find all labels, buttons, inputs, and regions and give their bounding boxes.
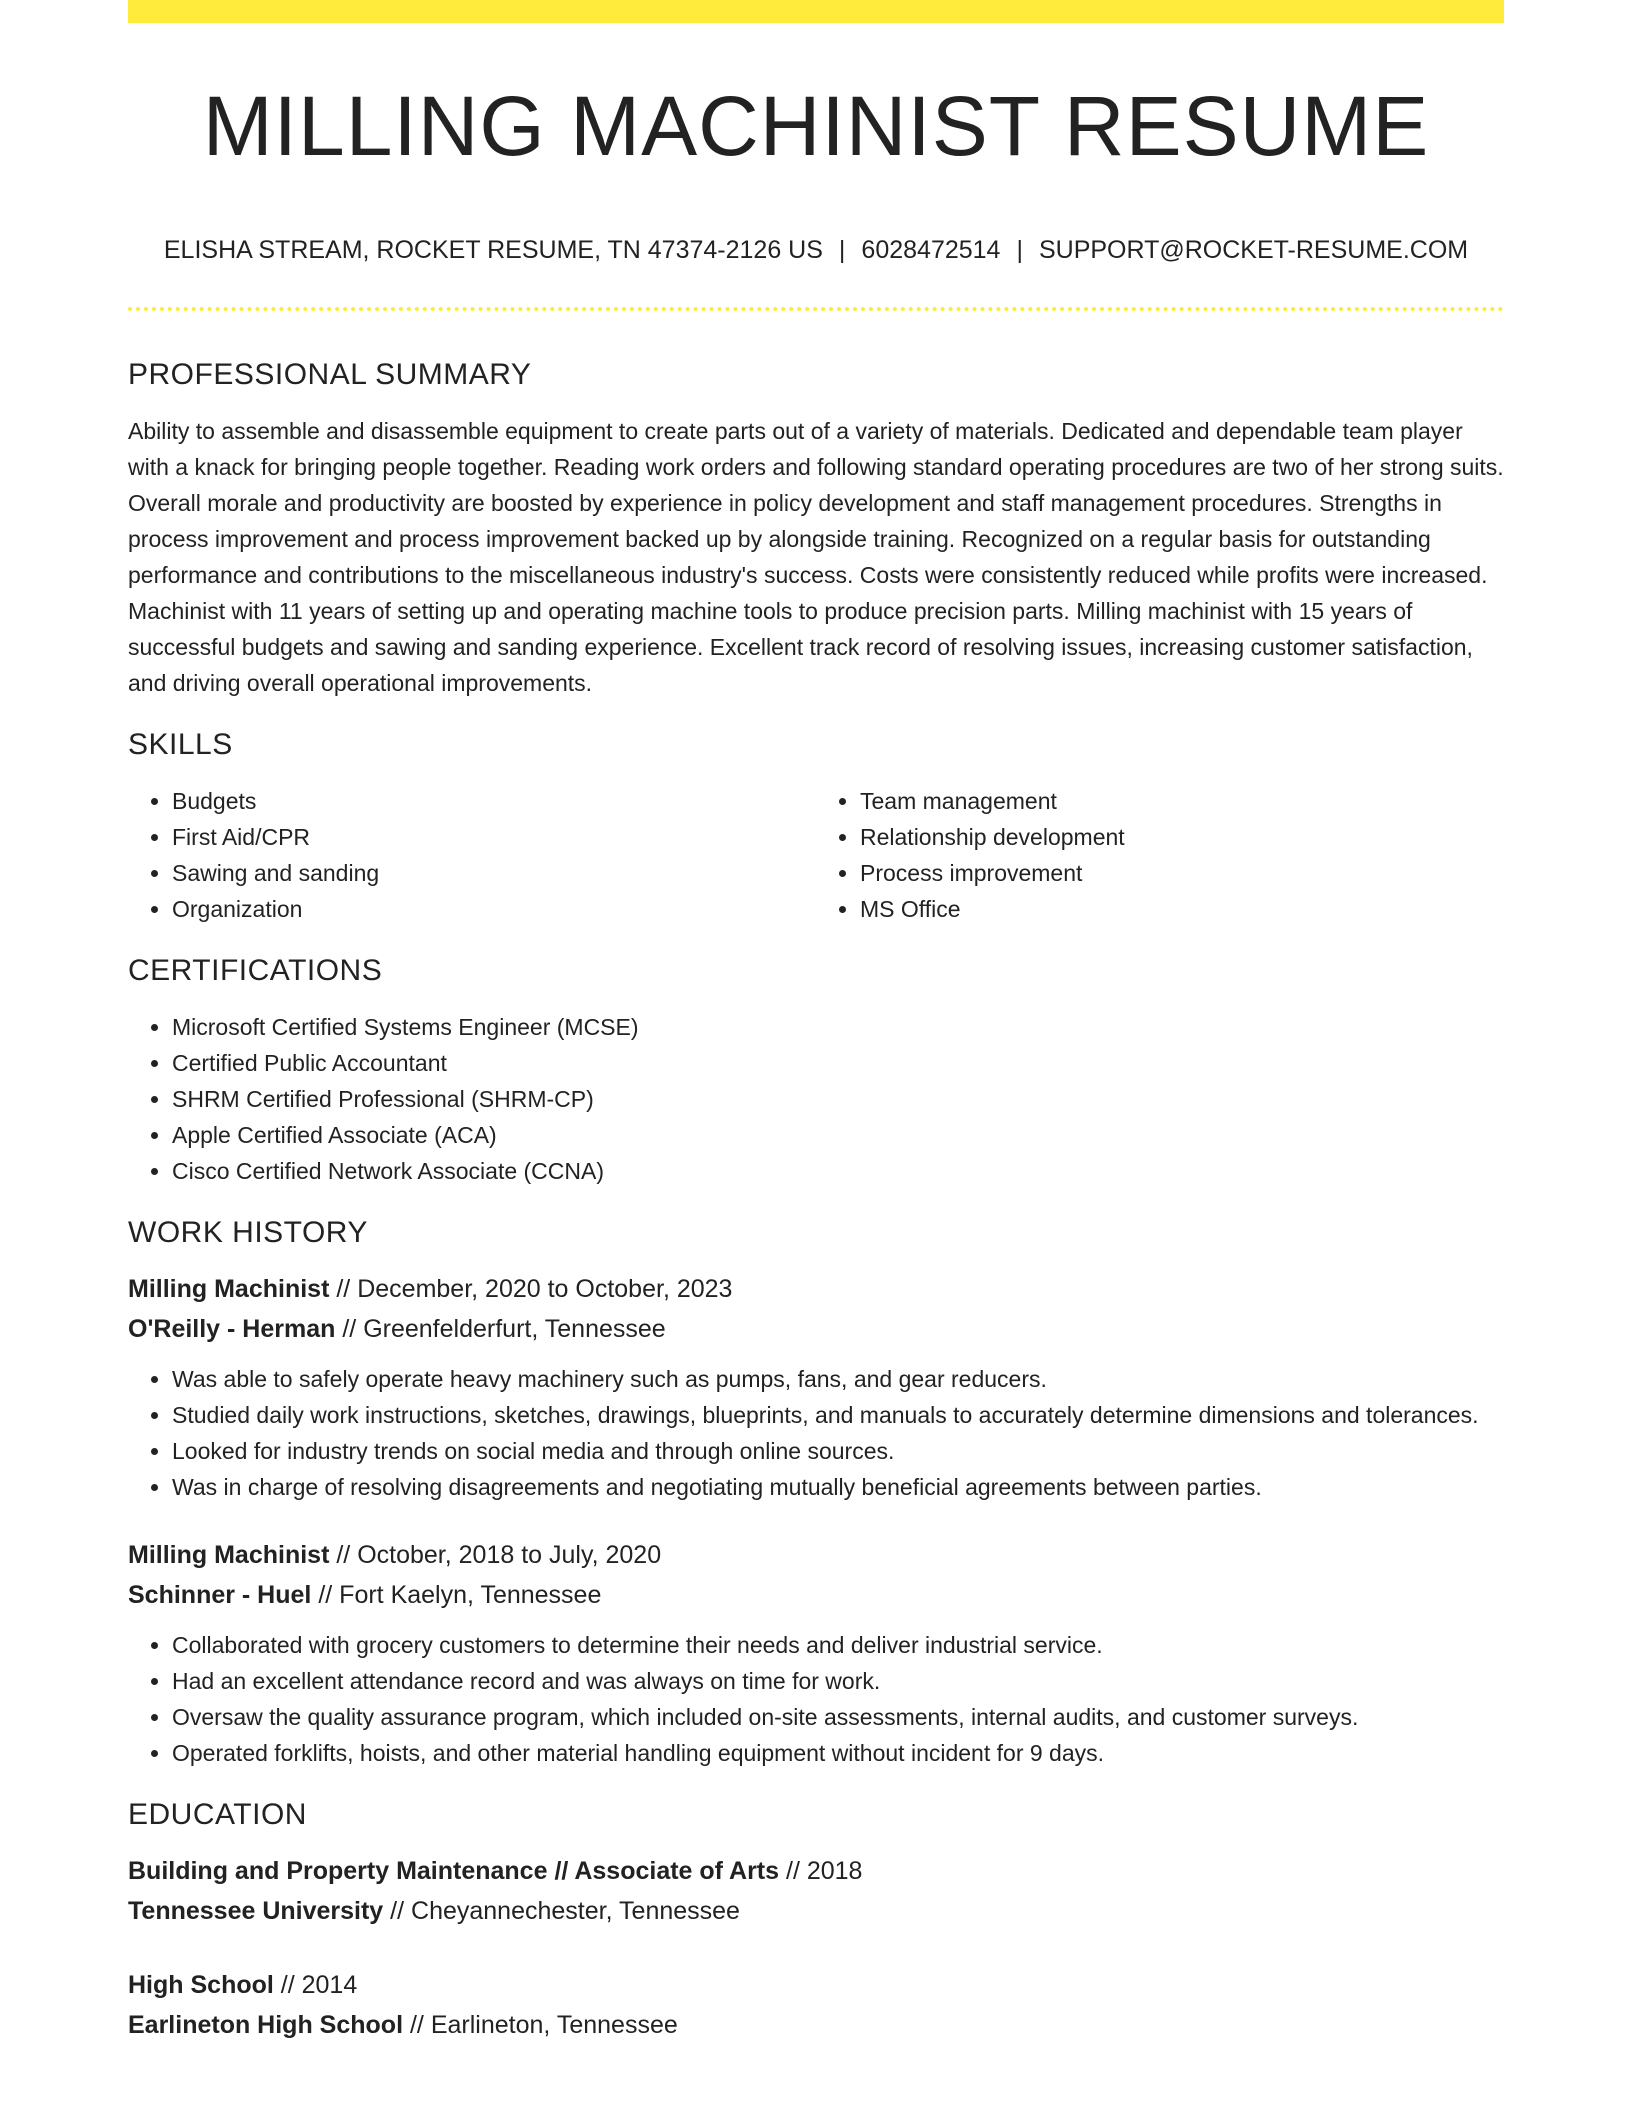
skills-columns [128,783,1504,927]
dotted-divider [128,307,1504,311]
work-history-heading: WORK HISTORY [128,1216,368,1249]
job-bullet: • Operated forklifts, hoists, and other material handling equipment without incident for 9 days. [172,1735,1504,1771]
job-location: Greenfelderfurt, Tennessee [363,1315,666,1343]
certification-item: • SHRM Certified Professional (SHRM-CP) [172,1081,1504,1117]
job-title-line [128,1535,1504,1575]
line-separator: // [273,1971,302,1999]
line-separator: // [311,1581,340,1609]
job-bullet: • Was able to safely operate heavy machinery such as pumps, fans, and gear reducers. [172,1361,1504,1397]
certifications-list [128,1009,1504,1189]
skill-item: • Relationship development [860,819,1504,855]
job-dates: December, 2020 to October, 2023 [357,1275,733,1303]
accent-top-bar [128,0,1504,23]
line-separator: // [329,1541,358,1569]
job-bullets [128,1627,1504,1771]
contact-email: SUPPORT@ROCKET-RESUME.COM [1038,236,1469,264]
line-separator: // [403,2011,431,2039]
job-company-line [128,1575,1504,1615]
contact-address: ELISHA STREAM, ROCKET RESUME, TN 47374-2126 US [163,236,823,264]
job-title: Milling Machinist [128,1275,330,1303]
certification-item: • Certified Public Accountant [172,1045,1504,1081]
job-bullet: • Had an excellent attendance record and was always on time for work. [172,1663,1504,1699]
line-separator: // [383,1897,412,1925]
education-school: Earlineton High School [128,2011,404,2039]
skill-item: • Team management [860,783,1504,819]
certifications-heading: CERTIFICATIONS [128,954,383,987]
education-year: 2014 [301,1971,358,1999]
job-company: O'Reilly - Herman [128,1315,336,1343]
line-separator: // [779,1857,807,1885]
education-year: 2018 [806,1857,863,1885]
education-degree-line [128,1851,1504,1891]
line-separator: // [335,1315,364,1343]
contact-separator: | [1016,236,1023,264]
education-entry [128,1851,1504,1931]
job-entry [128,1269,1504,1505]
job-bullet: • Looked for industry trends on social media and through online sources. [172,1433,1504,1469]
education-entry [128,1965,1504,2045]
job-title-line [128,1269,1504,1309]
summary-text: Ability to assemble and disassemble equipment to create parts out of a variety of materials. Dedicated and dependable team player with a knack for bringing people together. Reading work orders and following standard operating procedures are two of her strong suits. Overall morale and productivity are boosted by experience in policy development and staff management procedures. Strengths in process improvement and process improvement backed up by alongside training. Recognized on a regular basis for outstanding performance and contributions to the miscellaneous industry's success. Costs were consistently reduced while profits were increased. Machinist with 11 years of setting up and operating machine tools to produce precision parts. Milling machinist with 15 years of successful budgets and sawing and sanding experience. Excellent track record of resolving issues, increasing customer satisfaction, and driving overall operational improvements. [128,418,1504,696]
job-bullet: • Was in charge of resolving disagreements and negotiating mutually beneficial agreements between parties. [172,1469,1504,1505]
skills-list-right [816,783,1504,927]
job-entry [128,1535,1504,1771]
job-bullet: • Oversaw the quality assurance program, which included on-site assessments, internal audits, and customer surveys. [172,1699,1504,1735]
job-bullets [128,1361,1504,1505]
job-company: Schinner - Huel [128,1581,312,1609]
skill-item: • MS Office [860,891,1504,927]
contact-phone: 6028472514 [861,236,1001,264]
summary-heading: PROFESSIONAL SUMMARY [128,358,532,391]
skill-item: • Budgets [172,783,816,819]
job-bullet: • Collaborated with grocery customers to determine their needs and deliver industrial service. [172,1627,1504,1663]
certification-item: • Microsoft Certified Systems Engineer (MCSE) [172,1009,1504,1045]
education-degree: High School [128,1971,274,1999]
education-location: Cheyannechester, Tennessee [411,1897,740,1925]
skill-item: • Sawing and sanding [172,855,816,891]
skill-item: • First Aid/CPR [172,819,816,855]
skill-item: • Organization [172,891,816,927]
contact-separator: | [838,236,846,264]
contact-line [128,236,1504,265]
skills-heading: SKILLS [128,728,233,761]
education-heading: EDUCATION [128,1798,307,1831]
skills-list-left [128,783,816,927]
certification-item: • Cisco Certified Network Associate (CCNA) [172,1153,1504,1189]
job-dates: October, 2018 to July, 2020 [357,1541,662,1569]
job-bullet: • Studied daily work instructions, sketches, drawings, blueprints, and manuals to accurately determine dimensions and tolerances. [172,1397,1504,1433]
education-school-line [128,1891,1504,1931]
resume-content [128,355,1504,2045]
education-degree: Building and Property Maintenance // Associate of Arts [128,1857,780,1885]
line-separator: // [329,1275,358,1303]
skill-item: • Process improvement [860,855,1504,891]
job-location: Fort Kaelyn, Tennessee [339,1581,602,1609]
education-degree-line [128,1965,1504,2005]
resume-title: MILLING MACHINIST RESUME [202,79,1430,173]
job-title: Milling Machinist [128,1541,330,1569]
job-company-line [128,1309,1504,1349]
education-school: Tennessee University [128,1897,384,1925]
certification-item: • Apple Certified Associate (ACA) [172,1117,1504,1153]
education-location: Earlineton, Tennessee [430,2011,678,2039]
education-school-line [128,2005,1504,2045]
